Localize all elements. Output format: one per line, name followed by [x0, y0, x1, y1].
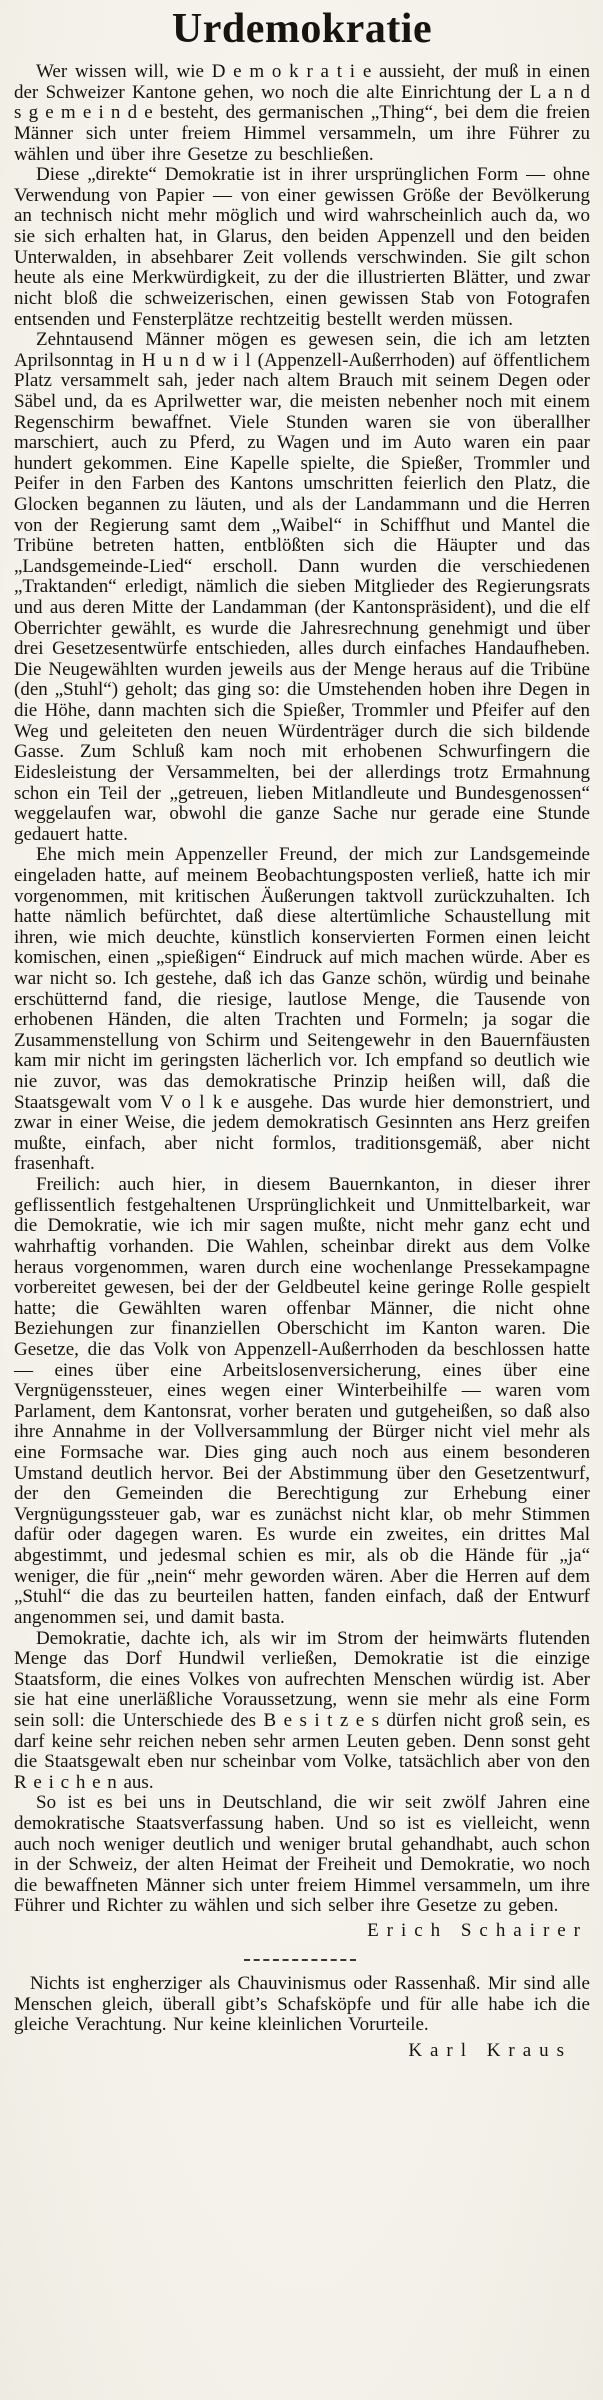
article-paragraph-7: So ist es bei uns in Deutschland, die wir seit zwölf Jahren eine demokratische Staatsverfassung haben. Und so ist es vielleicht, wenn auch noch weniger deutlich und weniger brutal gehandhabt, auch schon in der Schweiz, der alten Heimat der Freiheit und Demokratie, wo noch die bewaffneten Männer sich unter freiem Himmel versammeln, um ihre Führer und Richter zu wählen und sich selber ihre Gesetze zu geben. — [14, 1792, 590, 1917]
footer-quote-text: Nichts ist engherziger als Chauvinismus oder Rassenhaß. Mir sind alle Menschen gleich, überall gibt’s Schafsköpfe und für alle habe ich die gleiche Verachtung. Nur keine kleinlichen Vorurteile. — [14, 1973, 590, 2036]
article-paragraph-6: Demokratie, dachte ich, als wir im Strom der heimwärts flutenden Menge das Dorf Hundwil verließen, Demokratie ist die einzige Staatsform, die eines Volkes von aufrechten Menschen würdig ist. Aber sie hat eine unerläßliche Voraussetzung, wenn sie mehr als eine Form sein soll: die Unterschiede des B e s i t z e s dürfen nicht groß sein, es darf keine sehr reichen neben sehr armen Leuten geben. Denn sonst geht die Staatsgewalt eben nur scheinbar vom Volke, tatsächlich aber von den R e i c h e n aus. — [14, 1627, 590, 1793]
footer-quote-signature: Karl Kraus — [408, 2039, 572, 2061]
footer-quote-block — [14, 1974, 590, 2062]
article-paragraph-5: Freilich: auch hier, in diesem Bauernkanton, in dieser ihrer geflissentlich festgehaltenen Ursprünglichkeit und Unmittelbarkeit, war die Demokratie, wie ich mir sagen mußte, nicht mehr ganz echt und wahrhaftig vorhanden. Die Wahlen, scheinbar direkt aus dem Volke heraus vorgenommen, waren durch eine wochenlange Pressekampagne vorbereitet gewesen, bei der der Geldbeutel keine geringe Rolle gespielt hatte; die Gewählten waren offenbar Männer, die nicht ohne Beziehungen zur finanziellen Oberschicht im Kanton waren. Die Gesetze, die das Volk von Appenzell-Außerrhoden da beschlossen hatte — eines über eine Arbeitslosenversicherung, eines über eine Vergnügenssteuer, eines wegen einer Winterbeihilfe — waren vom Parlament, dem Kantonsrat, vorher beraten und gutgeheißen, so daß also ihre Annahme in der Vollversammlung der Bürger nicht viel mehr als eine Formsache war. Dies ging auch noch aus einem besonderen Umstand deutlich hervor. Bei der Abstimmung über den Gesetzentwurf, der den Gemeinden die Berechtigung zur Erhebung einer Vergnügungssteuer gab, war es zunächst nicht klar, ob mehr Stimmen dafür oder dagegen waren. Es wurde ein zweites, ein drittes Mal abgestimmt, und jedesmal schien es mir, als ob die Hände für „ja“ weniger, die für „nein“ mehr geworden wären. Aber die Herren auf dem „Stuhl“ die das zu beurteilen hatten, fanden einfach, daß der Entwurf angenommen sei, und damit basta. — [14, 1174, 590, 1628]
section-divider — [244, 1959, 356, 1961]
article-paragraph-3: Zehntausend Männer mögen es gewesen sein, die ich am letzten Aprilsonntag in H u n d w i l (Appenzell-Außerrhoden) auf öffentlichem Platz versammelt sah, jeder nach altem Brauch mit seinem Degen oder Säbel und, da es Aprilwetter war, die meisten nebenher noch mit einem Regenschirm bewaffnet. Viele Stunden waren sie von überallher marschiert, auch zu Pferd, zu Wagen und im Auto waren ein paar hundert gekommen. Eine Kapelle spielte, die Spießer, Trommler und Peifer in den Farben des Kantons umschritten feierlich den Platz, die Glocken begannen zu läuten, und als der Landammann und die Herren von der Regierung samt dem „Waibel“ in Schiffhut und Mantel die Tribüne betreten hatten, entblößten sich die Häupter und das „Landsgemeinde-Lied“ erscholl. Dann wurden die verschiedenen „Traktanden“ erledigt, nämlich die sieben Mitglieder des Regierungsrats und aus deren Mitte der Landamman (der Kantonspräsident), und die elf Oberrichter gewählt, es wurde die Jahresrechnung genehmigt und über drei Gesetzesentwürfe entschieden, alles durch einfaches Handaufheben. Die Neugewählten wurden jeweils aus der Menge heraus auf die Tribüne (den „Stuhl“) geholt; das ging so: die Umstehenden hoben ihre Degen in die Höhe, dann machten sich die Spießer, Trommler und Pfeifer auf den Weg und geleiteten den neuen Würdenträger durch die sich bildende Gasse. Zum Schluß kam noch mit erhobenen Schwurfingern die Eidesleistung der Versammelten, bei der allerdings trotz Ermahnung schon ein Teil der „getreuen, lieben Mitlandleute und Bundesgenossen“ weggelaufen war, obwohl die ganze Sache nur gerade eine Stunde gedauert hatte. — [14, 329, 590, 845]
page-title: Urdemokratie — [171, 6, 433, 52]
article-body — [14, 62, 590, 1942]
article-paragraph-4: Ehe mich mein Appenzeller Freund, der mich zur Landsgemeinde eingeladen hatte, auf meinem Beobachtungsposten verließ, hatte ich mir vorgenommen, mit kritischen Äußerungen taktvoll zurückzuhalten. Ich hatte nämlich befürchtet, daß diese altertümliche Schaustellung mit ihren, wie mich deuchte, künstlich konservierten Formen einen leicht komischen, einen „spießigen“ Eindruck auf mich machen würde. Aber es war nicht so. Ich gestehe, daß ich das Ganze schön, würdig und beinahe erschütternd fand, die riesige, lautlose Menge, die Tausende von erhobenen Händen, die alten Trachten und Formeln; ja sogar die Zusammenstellung von Schirm und Seitengewehr in den Bauernfäusten kam mir nicht im geringsten lächerlich vor. Ich empfand so deutlich wie nie zuvor, was das demokratische Prinzip heißen will, daß die Staatsgewalt vom V o l k e ausgehe. Das wurde hier demonstriert, und zwar in einer Weise, die jedem demokratisch Gesinnten ans Herz greifen mußte, einfach, aber nicht formlos, traditionsgemäß, aber nicht frasenhaft. — [14, 844, 590, 1175]
author-signature: Erich Schairer — [367, 1920, 588, 1942]
article-paragraph-1: Wer wissen will, wie D e m o k r a t i e aussieht, der muß in einen der Schweizer Kantone gehen, wo noch die alte Einrichtung der L a n d s g e m e i n d e besteht, des germanischen „Thing“, bei dem die freien Männer sich unter freiem Himmel versammeln, um ihre Führer zu wählen und über ihre Gesetze zu beschließen. — [14, 61, 590, 165]
article-paragraph-2: Diese „direkte“ Demokratie ist in ihrer ursprünglichen Form — ohne Verwendung von Papier — von einer gewissen Größe der Bevölkerung an technisch nicht mehr möglich und wird wahrscheinlich auch da, wo sie sich erhalten hat, in Glarus, den beiden Appenzell und den beiden Unterwalden, in absehbarer Zeit vollends verschwinden. Sie gilt schon heute als eine Merkwürdigkeit, zu der die illustrierten Blätter, und zwar nicht bloß die schweizerischen, einen gewissen Stab von Fotografen entsenden und Fensterplätze rechtzeitig bestellt werden müssen. — [14, 164, 590, 330]
